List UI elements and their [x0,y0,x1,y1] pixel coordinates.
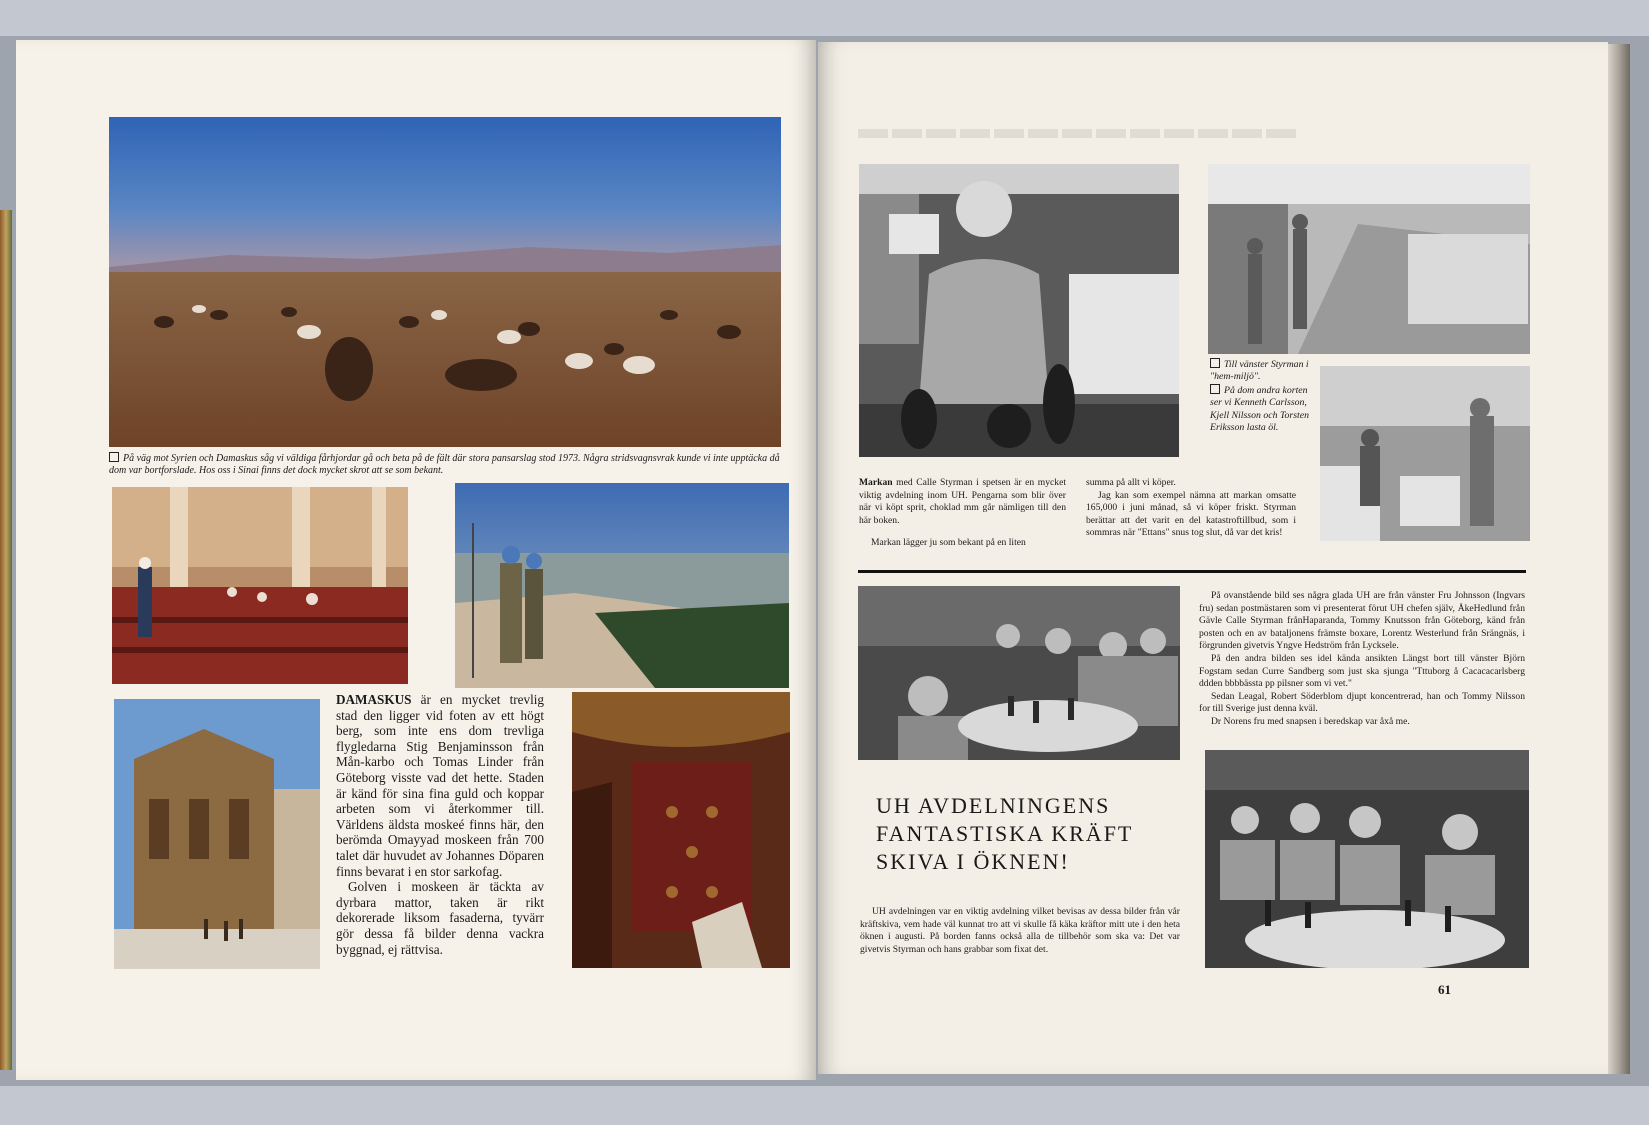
crayfish-party-1-illustration [858,586,1180,760]
markan-paragraph-1: Markan med Calle Styrman i spetsen är en mycket viktig avdelning inom UH. Pengarna som blir över när vi köpt sprit, choklad mm går nämligen till den här boken. [859,477,1066,526]
caption-styrman [1210,358,1318,434]
markan-col2-paragraph-2: Jag kan som exempel nämna att markan omsatte 165,000 i juni månad, så vi köper friskt. Styrman berättar att det varit en del katastroftillbud, som i sommras när "Ettans" snus tog slut, då var det kris! [1086,489,1296,539]
markan-column-2 [1086,477,1296,540]
damaskus-paragraph-2: Golven i moskeen är täckta av dyrbara mattor, taken är rikt dekorerade liksom fasaderna, tyvärr gör dessa få bilder denna vackra byggnad, ej rättvisa. [336,879,544,957]
photo-ornate-interior [572,692,790,968]
headline-line-1: UH AVDELNINGENS [876,793,1111,818]
photo-shirtless-loading [1320,366,1530,541]
crayfish-party-2-illustration [1205,750,1529,968]
photo-omayyad-facade [114,699,320,969]
mosque-interior-illustration [112,487,408,684]
section-divider [858,570,1526,573]
goats-desert-illustration [109,117,781,447]
photo-mosque-interior [112,487,408,684]
photo-goats-desert [109,117,781,447]
shirtless-loading-illustration [1320,366,1530,541]
damaskus-title: DAMASKUS [336,692,412,707]
party-paragraph-2: På den andra bilden ses idel kända ansikten Längst bort till vänster Björn Fogstam sedan Curre Sandberg som just ska sjunga "Tttuborg å Cacacacarlsberg ddden bbbbässta pp pilsner som vi vet." [1199,652,1525,690]
photo-soldiers-overlook [455,483,789,688]
bleed-through-title: ▬▬▬▬▬▬▬▬▬▬▬▬▬ [858,112,1300,145]
markan-column-1 [859,477,1066,550]
party-paragraph-3: Sedan Leagal, Robert Söderblom djupt koncentrerad, han och Tommy Nilsson for till Sverige just denna kväl. [1199,690,1525,715]
right-page-edge [1608,44,1630,1074]
caption-goats: På väg mot Syrien och Damaskus såg vi väldiga fårhjordar gå och beta på de fält där stora pansarslag stod 1973. Några stridsvagnsvrak kunde vi inte upptäcka då dom var bortforslade. Hos oss i Sinai finns det dock mycket skrot att se som bekant. [109,453,780,476]
page-number: 61 [1438,982,1451,997]
omayyad-facade-illustration [114,699,320,969]
caption-bullet [1210,358,1220,368]
loading-beer-illustration [1208,164,1530,354]
markan-paragraph-2: Markan lägger ju som bekant på en liten [871,537,1026,549]
headline-line-3: SKIVA I ÖKNEN! [876,849,1070,874]
damaskus-paragraph-1: DAMASKUS är en mycket trevlig stad den ligger vid foten av ett högt berg, som inte ens dom trevliga flygledarna Stig Benjaminsson från Mån-karbo och Tomas Linder från Göteborg visste vad det hette. Staden är känd för sina fina guld och koppar arbeten som vi återkommer till. Världens äldsta moskeé finns här, den berömda Omayyad moskeen från 700 talet där huvudet av Johannes Döparen finns bevarat i en stor sarkofag. [336,692,544,879]
caption-styrman-line-1: Till vänster Styrman i "hem-miljö". [1210,359,1309,383]
party-caption-text [1199,590,1525,729]
previous-page-edge [0,210,12,1070]
headline-body-text [860,906,1180,956]
caption-bullet [109,452,119,462]
photo-loading-beer [1208,164,1530,354]
damaskus-article [336,692,544,957]
left-page [16,40,816,1080]
styrman-shop-illustration [859,164,1179,457]
markan-col2-paragraph-1: summa på allt vi köper. [1086,477,1176,488]
party-paragraph-1: På ovanstående bild ses några glada UH are från vänster Fru Johnsson (Ingvars fru) sedan postmästaren som vi presenterat förut UH chefen själv, ÅkeHedlund från Gävle Calle Styrman frånHaparanda, Tommy Knutsson från Göteborg, känd från posten och en av bataljonens främste boxare, Lorentz Westerlund från Srängnäs, i förgrunden givetvis Yngve Hedström från Lycksele. [1199,590,1525,652]
caption-bullet [1210,384,1220,394]
headline-line-2: FANTASTISKA KRÄFT [876,821,1134,846]
markan-title: Markan [859,477,893,488]
crayfish-party-headline [876,792,1133,876]
soldiers-overlook-illustration [455,483,789,688]
photo-crayfish-party-1 [858,586,1180,760]
caption-styrman-line-2: På dom andra korten ser vi Kenneth Carlsson, Kjell Nilsson och Torsten Eriksson lasta öl. [1210,384,1309,434]
headline-body-paragraph: UH avdelningen var en viktig avdelning vilket bevisas av dessa bilder från vår kräftskiva, vem hade väl kunnat tro att vi skulle få käka kräftor mitt ute i den heta öknen i augusti. På borden fanns också alla de tillbehör som ska va: Det var givetvis Styrman och hans grabbar som fixat det. [860,906,1180,955]
photo-styrman-shop [859,164,1179,457]
ornate-interior-illustration [572,692,790,968]
party-paragraph-4: Dr Norens fru med snapsen i beredskap var åxå me. [1211,715,1410,727]
right-page [818,42,1608,1074]
photo-crayfish-party-2 [1205,750,1529,968]
